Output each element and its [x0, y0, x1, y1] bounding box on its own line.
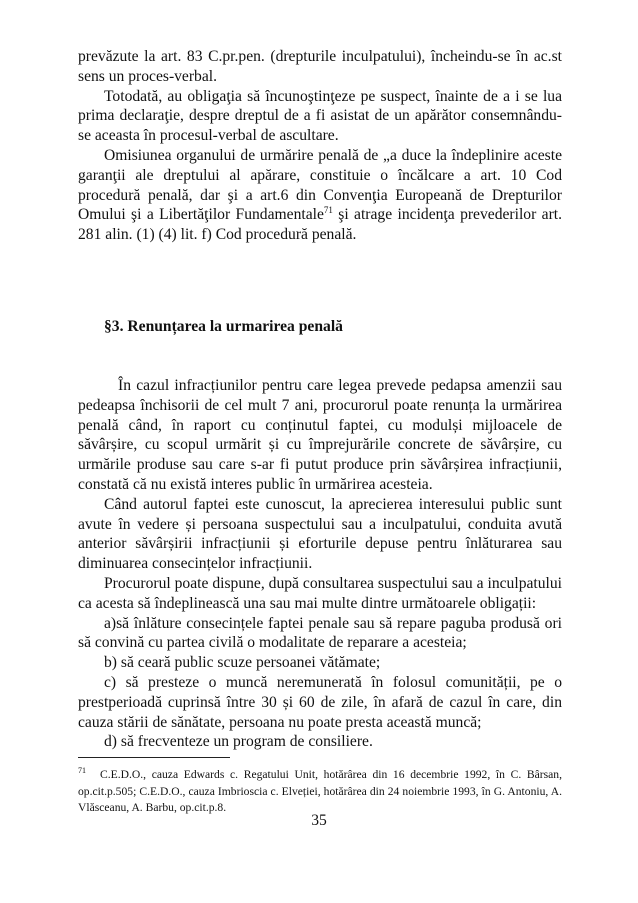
list-item-d: d) să frecventeze un program de consiliere. — [104, 733, 373, 751]
body-text-lower — [78, 376, 562, 752]
section-heading: §3. Renunțarea la urmarirea penală — [104, 318, 343, 335]
footnote-text: C.E.D.O., cauza Edwards c. Regatului Unit, hotărârea din 16 decembrie 1992, în C. Bârsan, op.cit.p.505; C.E.D.O., cauza Imbrioscia c. Elveției, hotărârea din 24 noiembrie 1993, în G. Antoniu, A. Vlăsceanu, A. Barbu, op.cit.p.8. — [78, 768, 562, 815]
list-item-b: b) să ceară public scuze persoanei vătămate; — [104, 654, 381, 672]
paragraph-with-footnote-ref — [78, 146, 562, 245]
page-number: 35 — [311, 812, 327, 829]
paragraph-text: Omisiunea organului de urmărire penală de „a duce la îndeplinire aceste garanţii ale dreptului al apărare, constituie o încălcare a art. 10 Cod procedură penală, dar şi a art.6 din Convenţia Europeană de Drepturilor Omului şi a Libertăţilor Fundamentale — [78, 146, 562, 224]
footnote — [78, 767, 562, 817]
paragraph: Totodată, au obligaţia să încunoştinţeze pe suspect, înainte de a i se lua prima declaraţie, despre dreptul de a fi asistat de un apărător consemnându-se aceasta în procesul-verbal de ascultare. — [78, 87, 562, 145]
footnote-reference[interactable]: 71 — [323, 205, 333, 216]
paragraph: Când autorul faptei este cunoscut, la aprecierea interesului public sunt avute în vedere și persoana suspectului sau a inculpatului, conduita avută anterior săvârșirii infracțiunii și eforturile depuse pentru înlăturarea sau diminuarea consecințelor infracțiunii. — [78, 495, 562, 573]
list-item-c: c) să presteze o muncă neremunerată în folosul comunității, pe o prestperioadă cuprinsă între 30 și 60 de zile, în afară de cazul în care, din cauza stării de sănătate, persoana nu poate presta această muncă; — [78, 673, 562, 731]
paragraph-text: şi atrage incidenţa prevederilor art. 281 alin. (1) (4) lit. f) Cod procedură penală. — [78, 206, 562, 244]
paragraph: În cazul infracțiunilor pentru care legea prevede pedapsa amenzii sau pedeapsa închisorii de cel mult 7 ani, procurorul poate renunța la urmărirea penală când, în raport cu conținutul faptei, cu modulși mijloacele de săvârșire, cu scopul urmărit și cu împrejurările concrete de săvârșire, cu urmările produse sau care s-ar fi putut produce prin săvârșirea infracțiunii, constată că nu există interes public în urmărirea acesteia. — [78, 377, 562, 493]
paragraph: Procurorul poate dispune, după consultarea suspectului sau a inculpatului ca acesta să îndeplinească una sau mai multe dintre următoarele obligații: — [78, 574, 562, 612]
footnote-mark: 71 — [78, 766, 86, 776]
list-item-a: a)să înlăture consecințele faptei penale sau să repare paguba produsă ori să convină cu partea civilă o modalitate de reparare a acesteia; — [78, 614, 562, 652]
paragraph: prevăzute la art. 83 C.pr.pen. (drepturile inculpatului), încheindu-se în ac.st sens un proces-verbal. — [78, 48, 562, 85]
footnote-separator — [78, 757, 230, 758]
body-text-upper — [78, 47, 562, 245]
